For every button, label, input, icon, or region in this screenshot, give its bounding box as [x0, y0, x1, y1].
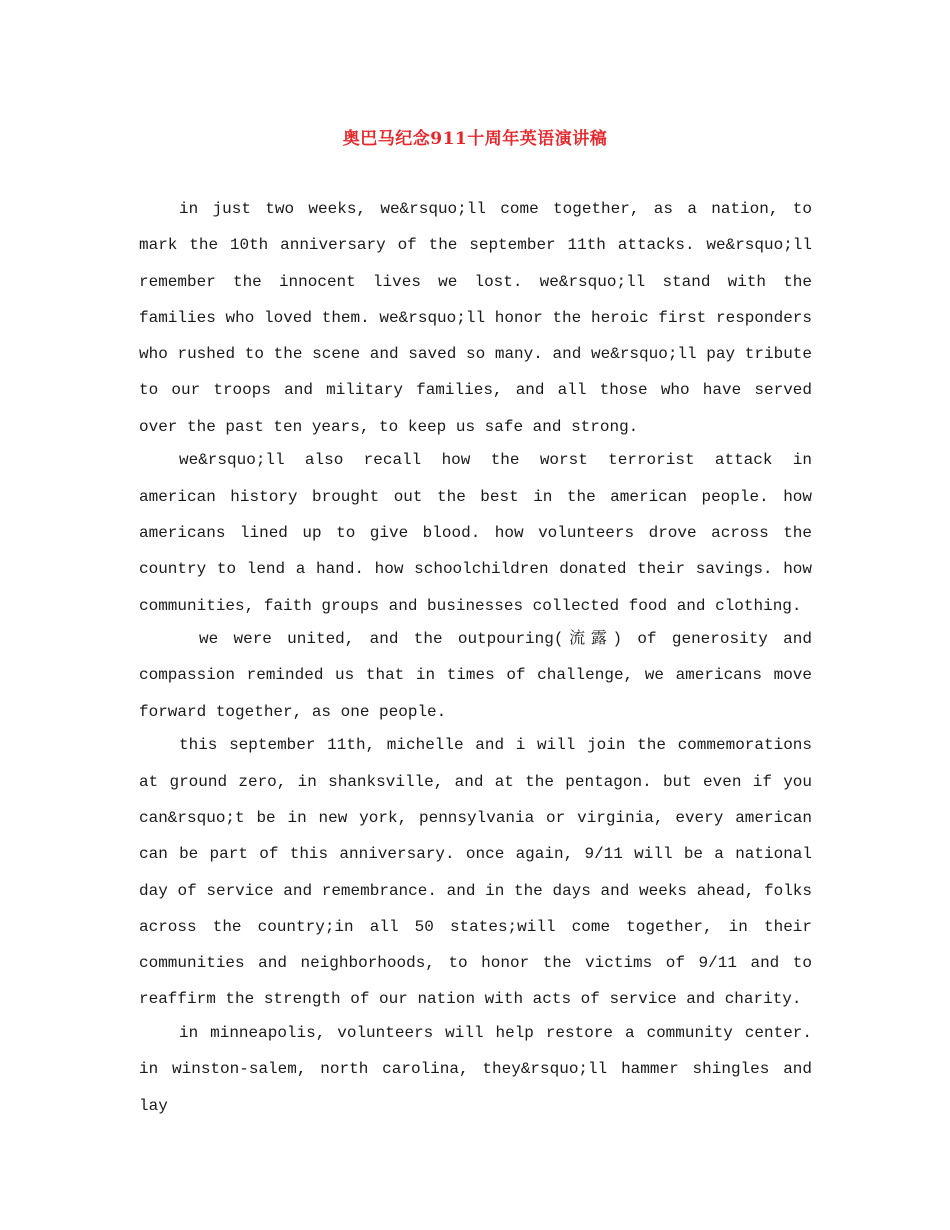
paragraph-1: in just two weeks, we&rsquo;ll come together, as a nation, to mark the 10th anniversary of the september 11th attacks. we&rsquo;ll remember the innocent lives we lost. we&rsquo;ll stand with the families who loved them. we&rsquo;ll honor the heroic first responders who rushed to the scene and saved so many. and we&rsquo;ll pay tribute to our troops and military families, and all those who have served over the past ten years, to keep us safe and strong. — [139, 200, 812, 436]
paragraph-2: we&rsquo;ll also recall how the worst terrorist attack in american history brought out the best in the american people. how americans lined up to give blood. how volunteers drove across the country to lend a hand. how schoolchildren donated their savings. how communities, faith groups and businesses collected food and clothing. — [139, 451, 812, 615]
paragraph-4: this september 11th, michelle and i will join the commemorations at ground zero, in shanksville, and at the pentagon. but even if you can&rsquo;t be in new york, pennsylvania or virginia, every american can be part of this anniversary. once again, 9/11 will be a national day of service and remembrance. and in the days and weeks ahead, folks across the country;in all 50 states;will come together, in their communities and neighborhoods, to honor the victims of 9/11 and to reaffirm the strength of our nation with acts of service and charity. — [139, 736, 812, 1009]
paragraph-5: in minneapolis, volunteers will help restore a community center. in winston-salem, north carolina, they&rsquo;ll hammer shingles and lay — [139, 1024, 812, 1115]
paragraph-3: we were united, and the outpouring(流露) of generosity and compassion reminded us that in times of challenge, we americans move forward together, as one people. — [139, 630, 812, 721]
document-title: 奥巴马纪念911十周年英语演讲稿 — [342, 129, 608, 149]
document-body — [139, 191, 812, 1121]
